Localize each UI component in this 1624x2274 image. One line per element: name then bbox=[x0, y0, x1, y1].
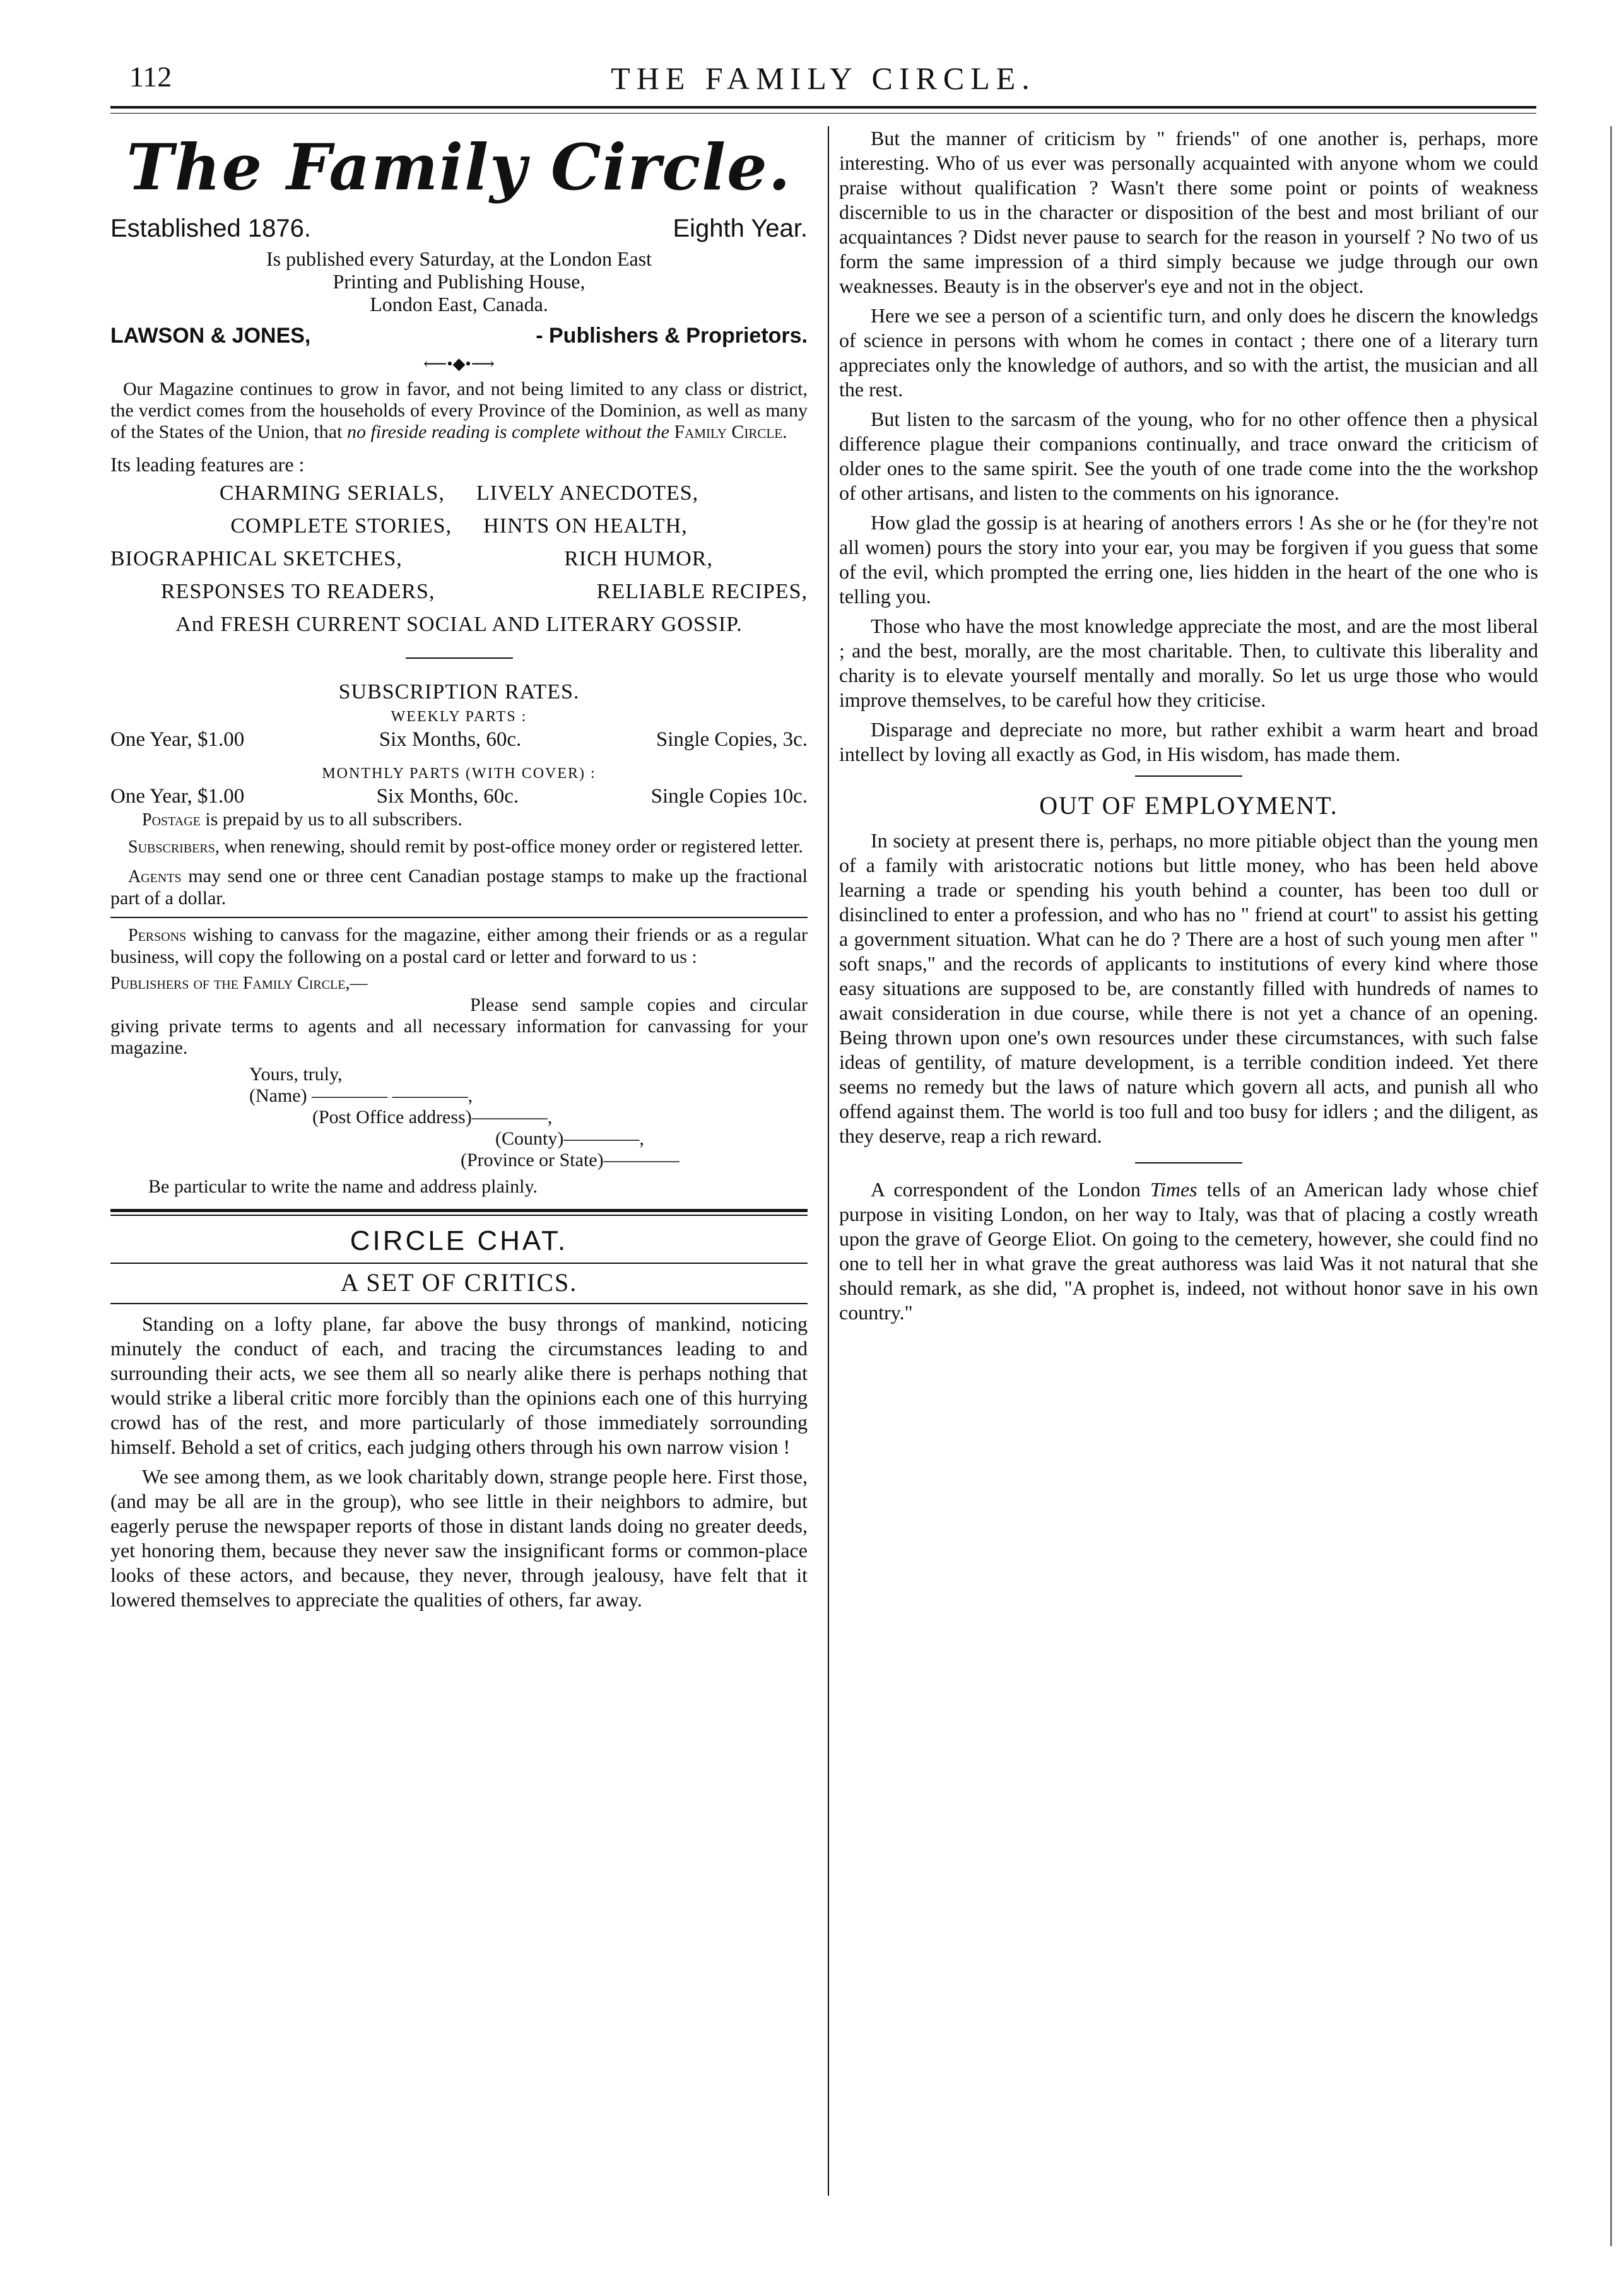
feature-item: RICH HUMOR, bbox=[564, 547, 713, 570]
publishers-line bbox=[110, 322, 808, 350]
feature-item: RESPONSES TO READERS, bbox=[161, 580, 435, 603]
feature-item: RELIABLE RECIPES, bbox=[596, 580, 808, 603]
column-divider bbox=[828, 126, 829, 2196]
rate-item: Single Copies 10c. bbox=[650, 785, 808, 808]
intro-caps: Family Circle. bbox=[674, 421, 787, 442]
right-column bbox=[839, 126, 1538, 1330]
publication-info-line: Printing and Publishing House, bbox=[332, 270, 585, 293]
agents-caps: Agents bbox=[128, 867, 182, 887]
page-edge bbox=[1610, 126, 1612, 2246]
employment-paragraph: In society at present there is, perhaps, no more pitiable object than the young men of a family with aristocratic notions but little money, who has been held above learning a trade or spending his youth behind a counter, has been too dull or disinclined to enter a profession, and who has no " friend at court" to assist his getting a government situation. What can he do ? There are a host of such young men after " soft snaps," and the records of applicants to institutions of every kind where those easy situations are supposed to be, are constantly filled with hundreds of names to await consideration in due course, while there is not yet a chance of an opening. Being thrown upon one's own resources under these circumstances, with such false ideas of gentility, of mature development, is a terrible condition indeed. Yet there seems no remedy but the laws of nature which govern all acts, and punish all who offend against them. The world is too full and too busy for idlers ; and the diligent, as they deserve, reap a rich reward. bbox=[839, 829, 1538, 1147]
feature-item: HINTS ON HEALTH, bbox=[483, 514, 688, 538]
established-text: Established 1876. bbox=[110, 215, 312, 242]
article-paragraph: Disparage and depreciate no more, but rather exhibit a warm heart and broad intellect by loving all exactly as God, in His wisdom, has made them. bbox=[839, 718, 1538, 765]
running-head bbox=[110, 54, 1536, 98]
year-text: Eighth Year. bbox=[673, 215, 808, 242]
monthly-label: MONTHLY PARTS (WITH COVER) : bbox=[322, 765, 596, 782]
times-italic: Times bbox=[1150, 1178, 1197, 1201]
agents-note bbox=[110, 866, 808, 909]
times-paragraph bbox=[839, 1177, 1538, 1325]
times-text-before: A correspondent of the London bbox=[871, 1178, 1141, 1201]
heading-rule bbox=[110, 1263, 808, 1264]
letter-body: Please send sample copies and circular giving private terms to agents and all necessary information for canvassing for your magazine. bbox=[110, 994, 808, 1058]
page-number: 112 bbox=[129, 61, 172, 93]
feature-item: CHARMING SERIALS, bbox=[219, 481, 445, 505]
letter-address: Publishers of the Family Circle,— bbox=[110, 974, 368, 993]
persons-caps: Persons bbox=[128, 926, 187, 945]
ornament-divider: ⟵•◆•⟶ bbox=[423, 355, 495, 373]
publishers-role: - Publishers & Proprietors. bbox=[536, 324, 808, 348]
features-row bbox=[110, 543, 808, 575]
short-divider bbox=[1135, 1162, 1242, 1164]
feature-item: COMPLETE STORIES, bbox=[230, 514, 452, 538]
features-row bbox=[110, 575, 808, 608]
publication-info-line: London East, Canada. bbox=[370, 293, 548, 315]
features-title: Its leading features are : bbox=[110, 453, 305, 476]
running-title: THE FAMILY CIRCLE. bbox=[611, 61, 1036, 96]
letter-post-office-line: (Post Office address)————, bbox=[312, 1107, 553, 1128]
intro-italic: no fireside reading is complete without the bbox=[346, 421, 669, 442]
letter-particular: Be particular to write the name and address plainly. bbox=[148, 1176, 538, 1197]
intro-paragraph bbox=[110, 379, 808, 443]
article-paragraph: How glad the gossip is at hearing of anothers errors ! As she or he (for they're not all women) pours the story into your ear, you may be forgiven if you guess that some of the evil, which prompted the erring one, lies hidden in the heart of the one who is telling you. bbox=[839, 511, 1538, 608]
rate-item: Single Copies, 3c. bbox=[656, 728, 808, 751]
subscribers-note bbox=[110, 836, 808, 858]
canvass-letter bbox=[110, 973, 808, 1198]
subscribers-text: when renewing, should remit by post-office money order or registered letter. bbox=[224, 836, 803, 857]
feature-item: BIOGRAPHICAL SKETCHES, bbox=[110, 547, 403, 570]
rate-item: Six Months, 60c. bbox=[379, 728, 522, 751]
article-paragraph: We see among them, as we look charitably down, strange people here. First those, (and may be all are in the group), who see little in their neighbors to admire, but eagerly peruse the newspaper reports of those in distant lands doing no greater deeds, yet honoring them, because they never saw the insignificant forms or common-place looks of these actors, and because, they never, through jealousy, have felt that it lowered themselves to appreciate the qualities of others, far away. bbox=[110, 1465, 808, 1611]
publishers-name: LAWSON & JONES, bbox=[110, 324, 311, 348]
canvass-paragraph bbox=[110, 924, 808, 968]
features-list bbox=[110, 477, 808, 641]
rate-item: One Year, $1.00 bbox=[110, 785, 245, 808]
weekly-label: WEEKLY PARTS : bbox=[391, 709, 527, 725]
left-column bbox=[110, 126, 808, 1617]
heading-rule bbox=[110, 1303, 808, 1304]
publication-info-line: Is published every Saturday, at the London East bbox=[266, 247, 652, 270]
feature-item: LIVELY ANECDOTES, bbox=[476, 481, 699, 505]
short-divider bbox=[1135, 775, 1242, 777]
subscription-title: SUBSCRIPTION RATES. bbox=[338, 680, 580, 704]
article-paragraph: But listen to the sarcasm of the young, who for no other offence then a physical difference plague their companions continually, and trace onward the criticism of older ones to the same spirit. See the youth of one trade come into the the workshop of other artisans, and listen to the comments on his ignorance. bbox=[839, 408, 1538, 504]
article-paragraph: But the manner of criticism by " friends" of one another is, perhaps, more interesting. Who of us ever was personally acquainted with anyone whom we could praise without qualification ? Wasn't there some point or points of weakness discernible to us in the character or disposition of the best and most briliant of our acquaintances ? Didst never pause to search for the reason in yourself ? No two of us form the same impression of a third simply because we judge through our own weaknesses. Beauty is in the observer's eye and not in the object. bbox=[839, 127, 1538, 297]
weekly-rates bbox=[110, 727, 808, 752]
postage-text: is prepaid by us to all subscribers. bbox=[205, 809, 462, 830]
postage-note bbox=[110, 809, 808, 831]
monthly-rates bbox=[110, 784, 808, 809]
header-rule bbox=[110, 106, 1536, 114]
article-paragraph: Standing on a lofty plane, far above the busy throngs of mankind, noticing minutely the conduct of each, and tracing the circumstances leading to and surrounding their acts, we see them all so nearly alike there is perhaps nothing that would strike a liberal critic more forcibly than the opinions each one of this hurrying crowd has of the rest, and more particularly of those immediately sorrounding himself. Behold a set of critics, each judging others through his own narrow vision ! bbox=[110, 1312, 808, 1458]
article-paragraph: Those who have the most knowledge appreciate the most, and are the most liberal ; and the best, morally, are the most charitable. Then, to cultivate this liberality and charity is to elevate yourself mentally and morally. So let us urge those who would improve themselves, to be careful how they criticise. bbox=[839, 615, 1538, 711]
masthead-title: The Family Circle. bbox=[126, 130, 792, 204]
features-row bbox=[110, 477, 808, 510]
masthead-established-row bbox=[110, 213, 808, 244]
rate-item: One Year, $1.00 bbox=[110, 728, 245, 751]
rate-item: Six Months, 60c. bbox=[376, 785, 519, 808]
persons-text: wishing to canvass for the magazine, either among their friends or as a regular business, will copy the following on a postal card or letter and forward to us : bbox=[110, 924, 808, 967]
times-text-after: tells of an American lady whose chief purpose in visiting London, on her way to Italy, was that of placing a costly wreath upon the grave of George Eliot. On going to the cemetery, however, she could find no one to tell her in what grave the great authoress was laid Was it not natural that she should remark, as she did, "A prophet is, indeed, not without honor save in his own country." bbox=[839, 1178, 1539, 1324]
section-double-rule bbox=[110, 1209, 808, 1216]
subscribers-caps: Subscribers, bbox=[128, 837, 220, 857]
letter-county-line: (County)————, bbox=[495, 1128, 644, 1149]
critics-heading: A SET OF CRITICS. bbox=[340, 1268, 578, 1297]
publication-info bbox=[110, 247, 808, 315]
divider-rule bbox=[110, 917, 808, 918]
short-divider bbox=[406, 657, 513, 659]
intro-text: Our Magazine continues to grow in favor, and not being limited to any class or district, the verdict comes from the households of every Province of the Dominion, as well as many of the States of the Union, that bbox=[110, 379, 808, 442]
letter-province-line: (Province or State)———— bbox=[461, 1150, 680, 1170]
circle-chat-heading: CIRCLE CHAT. bbox=[350, 1225, 568, 1256]
postage-caps: Postage bbox=[142, 810, 201, 830]
letter-closing: Yours, truly, bbox=[249, 1064, 343, 1085]
letter-name-line: (Name) ———— ————, bbox=[249, 1085, 473, 1106]
agents-text: may send one or three cent Canadian postage stamps to make up the fractional part of a dollar. bbox=[110, 866, 808, 909]
feature-item-last: And FRESH CURRENT SOCIAL AND LITERARY GOSSIP. bbox=[175, 613, 743, 636]
features-row bbox=[110, 510, 808, 543]
employment-heading: OUT OF EMPLOYMENT. bbox=[1039, 791, 1338, 820]
article-paragraph: Here we see a person of a scientific turn, and only does he discern the knowledgs of science in persons with whom he comes in contact ; there one of a literary turn appreciates only the knowledge of authors, and so with the artist, the musician and all the rest. bbox=[839, 304, 1538, 401]
